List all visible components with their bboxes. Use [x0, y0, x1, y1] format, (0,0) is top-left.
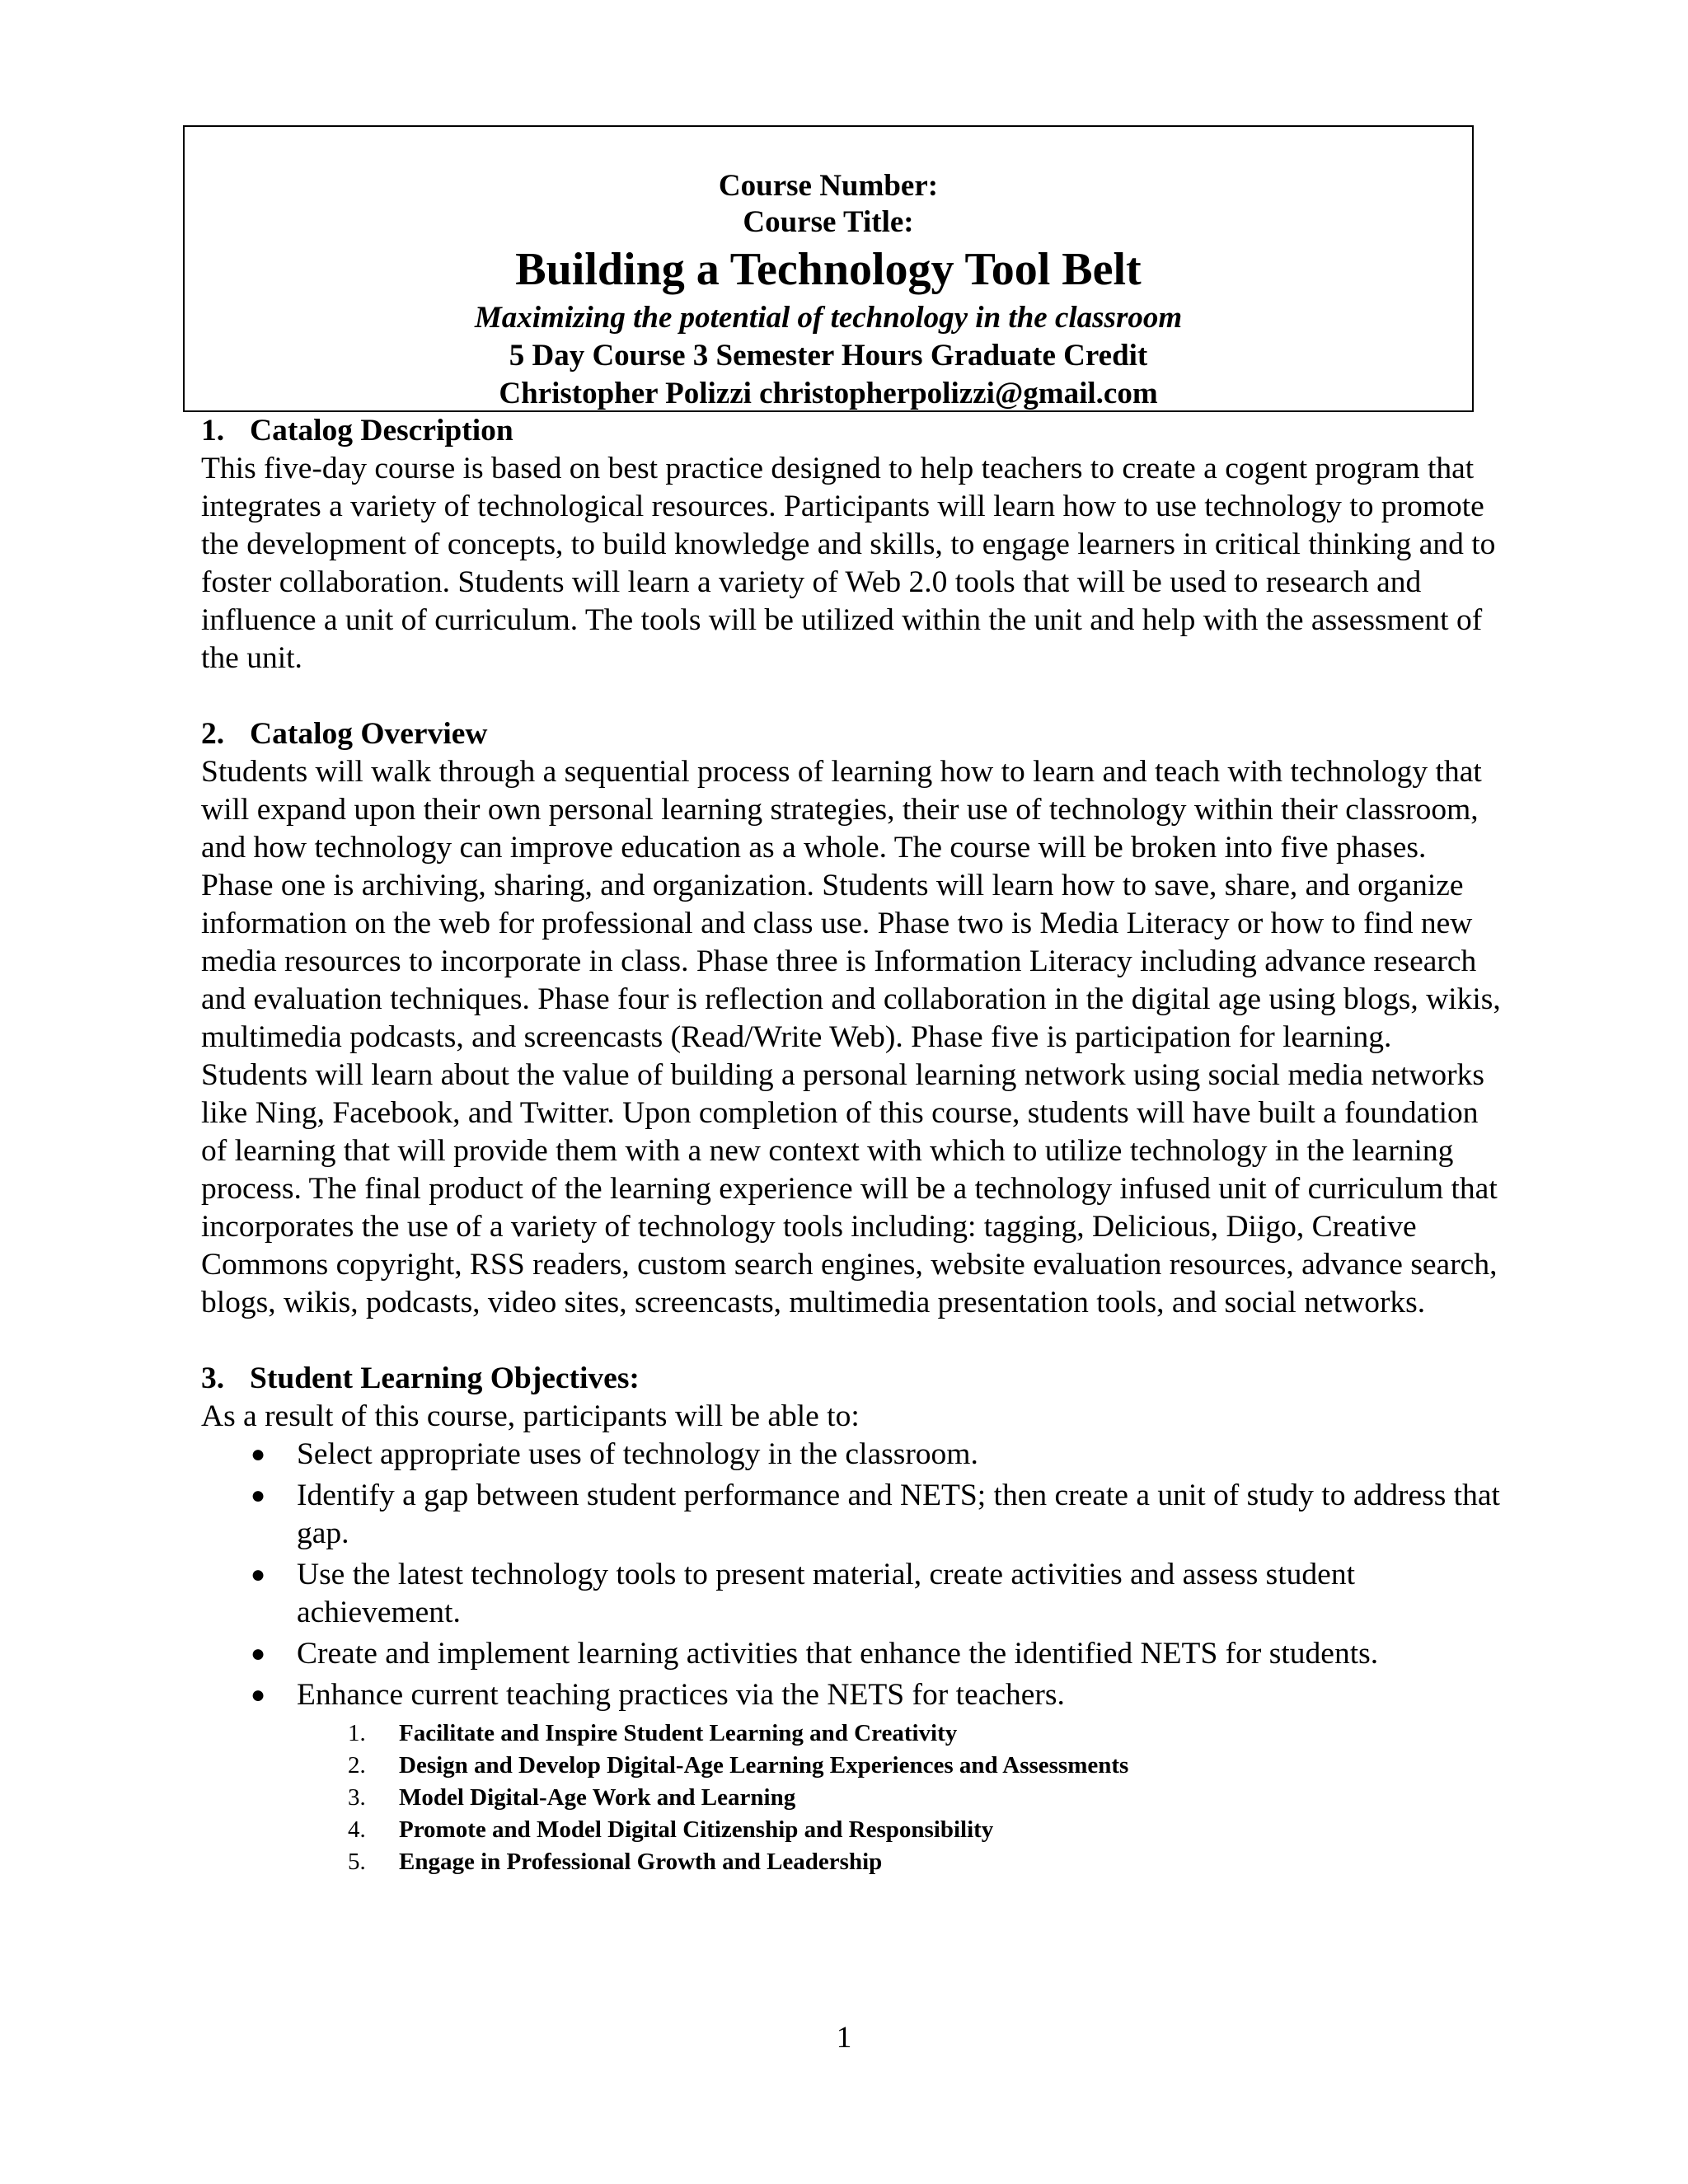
instructor-line: Christopher Polizzi christopherpolizzi@gmail.com	[499, 377, 1158, 410]
list-item	[201, 1477, 1503, 1553]
credit-line: 5 Day Course 3 Semester Hours Graduate Credit	[509, 339, 1148, 373]
list-item-text: Model Digital-Age Work and Learning	[399, 1784, 796, 1811]
catalog-description-text: This five-day course is based on best practice designed to help teachers to create a cogent program that integrates a variety of technological resources. Participants will learn how to use technology to promote the development of concepts, to build knowledge and skills, to engage learners in critical thinking and to foster collaboration. Students will learn a variety of Web 2.0 tools that will be used to research and influence a unit of curriculum. The tools will be utilized within the unit and help with the assessment of the unit.	[201, 452, 1496, 675]
course-header-box	[183, 125, 1474, 412]
list-number: 2.	[348, 1752, 366, 1779]
list-number: 1.	[348, 1720, 366, 1746]
list-item-text: Select appropriate uses of technology in the classroom.	[297, 1437, 978, 1471]
list-item-text: Design and Develop Digital-Age Learning Experiences and Assessments	[399, 1752, 1129, 1779]
list-item-text: Enhance current teaching practices via the NETS for teachers.	[297, 1678, 1065, 1712]
spacer	[201, 1322, 1503, 1360]
section-number: 1.	[201, 414, 225, 448]
list-item	[201, 1782, 1503, 1814]
list-item-text: Create and implement learning activities that enhance the identified NETS for students.	[297, 1637, 1379, 1671]
bullet-icon: ●	[251, 1482, 266, 1509]
bullet-icon: ●	[251, 1640, 266, 1667]
nets-teacher-standards-list	[201, 1718, 1503, 1878]
section-title: Student Learning Objectives:	[250, 1361, 640, 1395]
section-title: Catalog Description	[250, 414, 513, 448]
bullet-icon: ●	[251, 1441, 266, 1468]
list-number: 4.	[348, 1816, 366, 1843]
course-title-label: Course Title:	[743, 205, 914, 239]
list-number: 3.	[348, 1784, 366, 1811]
catalog-description-section	[201, 412, 1503, 677]
catalog-overview-section	[201, 715, 1503, 1322]
section-heading	[201, 412, 1503, 450]
list-item-text: Identify a gap between student performance and NETS; then create a unit of study to address that gap.	[297, 1479, 1500, 1550]
list-item	[201, 1676, 1503, 1714]
section-heading	[201, 1360, 1503, 1398]
catalog-overview-text: Students will walk through a sequential process of learning how to learn and teach with technology that will expand upon their own personal learning strategies, their use of technology within their classroom, and how technology can improve education as a whole. The course will be broken into five phases. Phase one is archiving, sharing, and organization. Students will learn how to save, share, and organize information on the web for professional and class use. Phase two is Media Literacy or how to find new media resources to incorporate in class. Phase three is Information Literacy including advance research and evaluation techniques. Phase four is reflection and collaboration in the digital age using blogs, wikis, multimedia podcasts, and screencasts (Read/Write Web). Phase five is participation for learning. Students will learn about the value of building a personal learning network using social media networks like Ning, Facebook, and Twitter. Upon completion of this course, students will have built a foundation of learning that will provide them with a new context with which to utilize technology in the learning process. The final product of the learning experience will be a technology infused unit of curriculum that incorporates the use of a variety of technology tools including: tagging, Delicious, Diigo, Creative Commons copyright, RSS readers, custom search engines, website evaluation resources, advance search, blogs, wikis, podcasts, video sites, screencasts, multimedia presentation tools, and social networks.	[201, 755, 1501, 1319]
page-number: 1	[836, 2021, 852, 2055]
section-heading	[201, 715, 1503, 753]
list-item-text: Engage in Professional Growth and Leadership	[399, 1849, 883, 1875]
objectives-list	[201, 1436, 1503, 1714]
list-item	[201, 1635, 1503, 1673]
course-subtitle: Maximizing the potential of technology in the classroom	[474, 301, 1183, 335]
list-item	[201, 1750, 1503, 1782]
objectives-section	[201, 1360, 1503, 1878]
document-body	[201, 412, 1503, 1878]
list-item	[201, 1556, 1503, 1632]
list-item	[201, 1718, 1503, 1750]
objectives-intro: As a result of this course, participants will be able to:	[201, 1399, 860, 1433]
section-title: Catalog Overview	[250, 717, 488, 751]
list-item-text: Facilitate and Inspire Student Learning and Creativity	[399, 1720, 958, 1746]
bullet-icon: ●	[251, 1681, 266, 1708]
bullet-icon: ●	[251, 1561, 266, 1588]
section-number: 2.	[201, 717, 225, 751]
list-item	[201, 1846, 1503, 1878]
list-item	[201, 1436, 1503, 1474]
course-title: Building a Technology Tool Belt	[515, 244, 1142, 295]
list-item-text: Promote and Model Digital Citizenship and Responsibility	[399, 1816, 994, 1843]
list-number: 5.	[348, 1849, 366, 1875]
spacer	[201, 677, 1503, 715]
section-number: 3.	[201, 1361, 225, 1395]
list-item-text: Use the latest technology tools to present material, create activities and assess student achievement.	[297, 1558, 1355, 1629]
list-item	[201, 1814, 1503, 1846]
course-number-label: Course Number:	[718, 169, 939, 203]
